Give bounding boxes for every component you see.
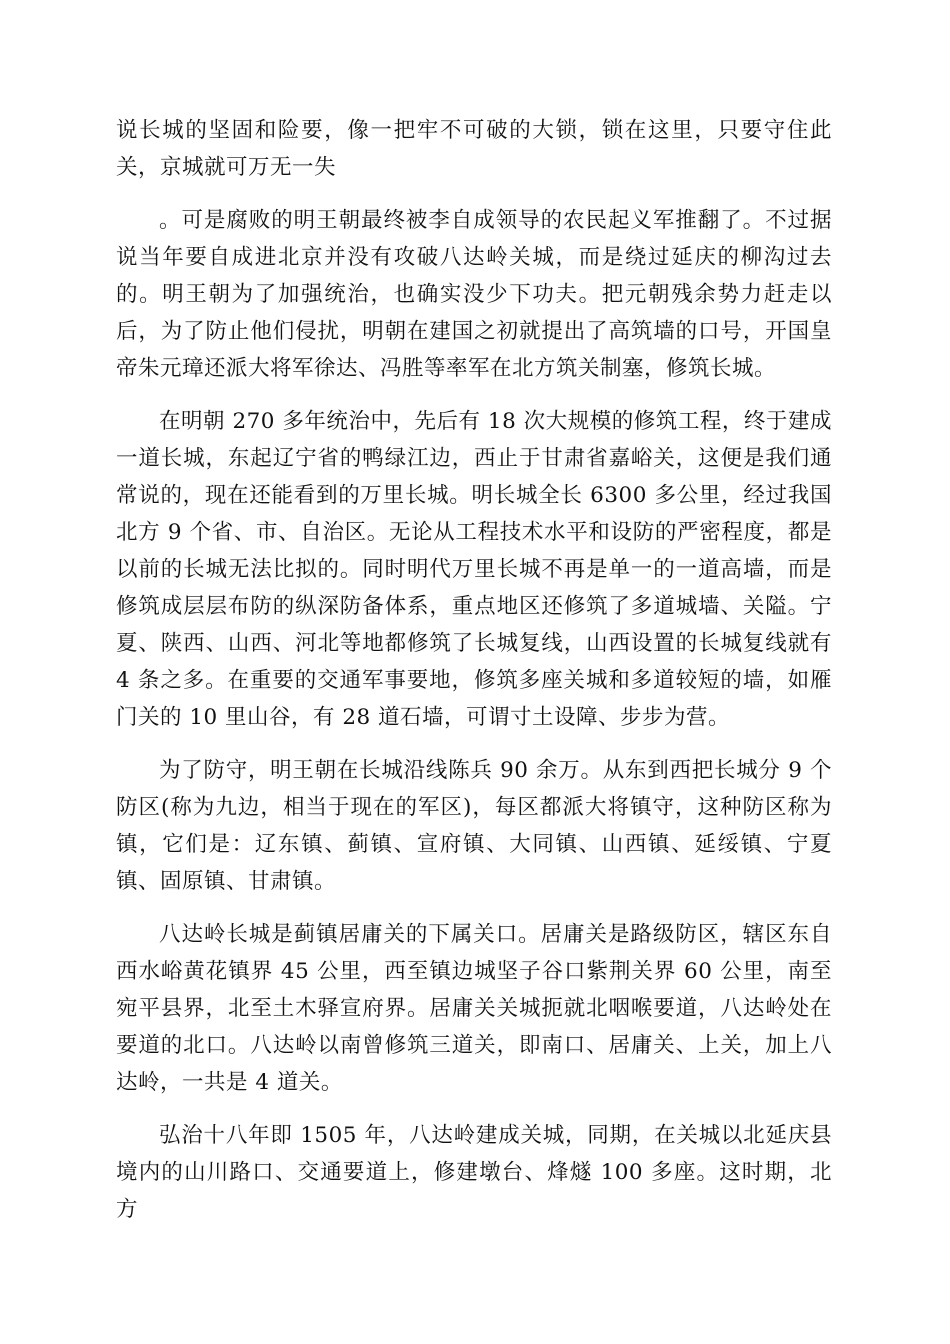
paragraph: 说长城的坚固和险要，像一把牢不可破的大锁，锁在这里，只要守住此关，京城就可万无一失 — [116, 118, 832, 180]
paragraph: 。可是腐败的明王朝最终被李自成领导的农民起义军推翻了。不过据说当年要自成进北京并没有攻破八达岭关城，而是绕过延庆的柳沟过去的。明王朝为了加强统治，也确实没少下功夫。把元朝残余势力赶走以后，为了防止他们侵扰，明朝在建国之初就提出了高筑墙的口号，开国皇帝朱元璋还派大将军徐达、冯胜等率军在北方筑关制塞，修筑长城。 — [116, 208, 832, 381]
paragraph: 八达岭长城是蓟镇居庸关的下属关口。居庸关是路级防区，辖区东自西水峪黄花镇界 45 公里，西至镇边城坚子谷口紫荆关界 60 公里，南至宛平县界，北至土木驿宣府界。居庸关关城扼就北咽喉要道，八达岭处在要道的北口。八达岭以南曾修筑三道关，即南口、居庸关、上关，加上八达岭，一共是 4 道关。 — [116, 922, 832, 1095]
document-body — [116, 112, 832, 1244]
paragraph: 弘治十八年即 1505 年，八达岭建成关城，同期，在关城以北延庆县境内的山川路口、交通要道上，修建墩台、烽燧 100 多座。这时期，北方 — [116, 1123, 832, 1222]
paragraph: 在明朝 270 多年统治中，先后有 18 次大规模的修筑工程，终于建成一道长城，东起辽宁省的鸭绿江边，西止于甘肃省嘉峪关，这便是我们通常说的，现在还能看到的万里长城。明长城全长 6300 多公里，经过我国北方 9 个省、市、自治区。无论从工程技术水平和设防的严密程度，都是以前的长城无法比拟的。同时明代万里长城不再是单一的一道高墙，而是修筑成层层布防的纵深防备体系，重点地区还修筑了多道城墙、关隘。宁夏、陕西、山西、河北等地都修筑了长城复线，山西设置的长城复线就有 4 条之多。在重要的交通军事要地，修筑多座关城和多道较短的墙，如雁门关的 10 里山谷，有 28 道石墙，可谓寸土设障、步步为营。 — [116, 409, 832, 730]
paragraph: 为了防守，明王朝在长城沿线陈兵 90 余万。从东到西把长城分 9 个防区(称为九边，相当于现在的军区)，每区都派大将镇守，这种防区称为镇，它们是：辽东镇、蓟镇、宣府镇、大同镇、山西镇、延绥镇、宁夏镇、固原镇、甘肃镇。 — [116, 758, 832, 894]
